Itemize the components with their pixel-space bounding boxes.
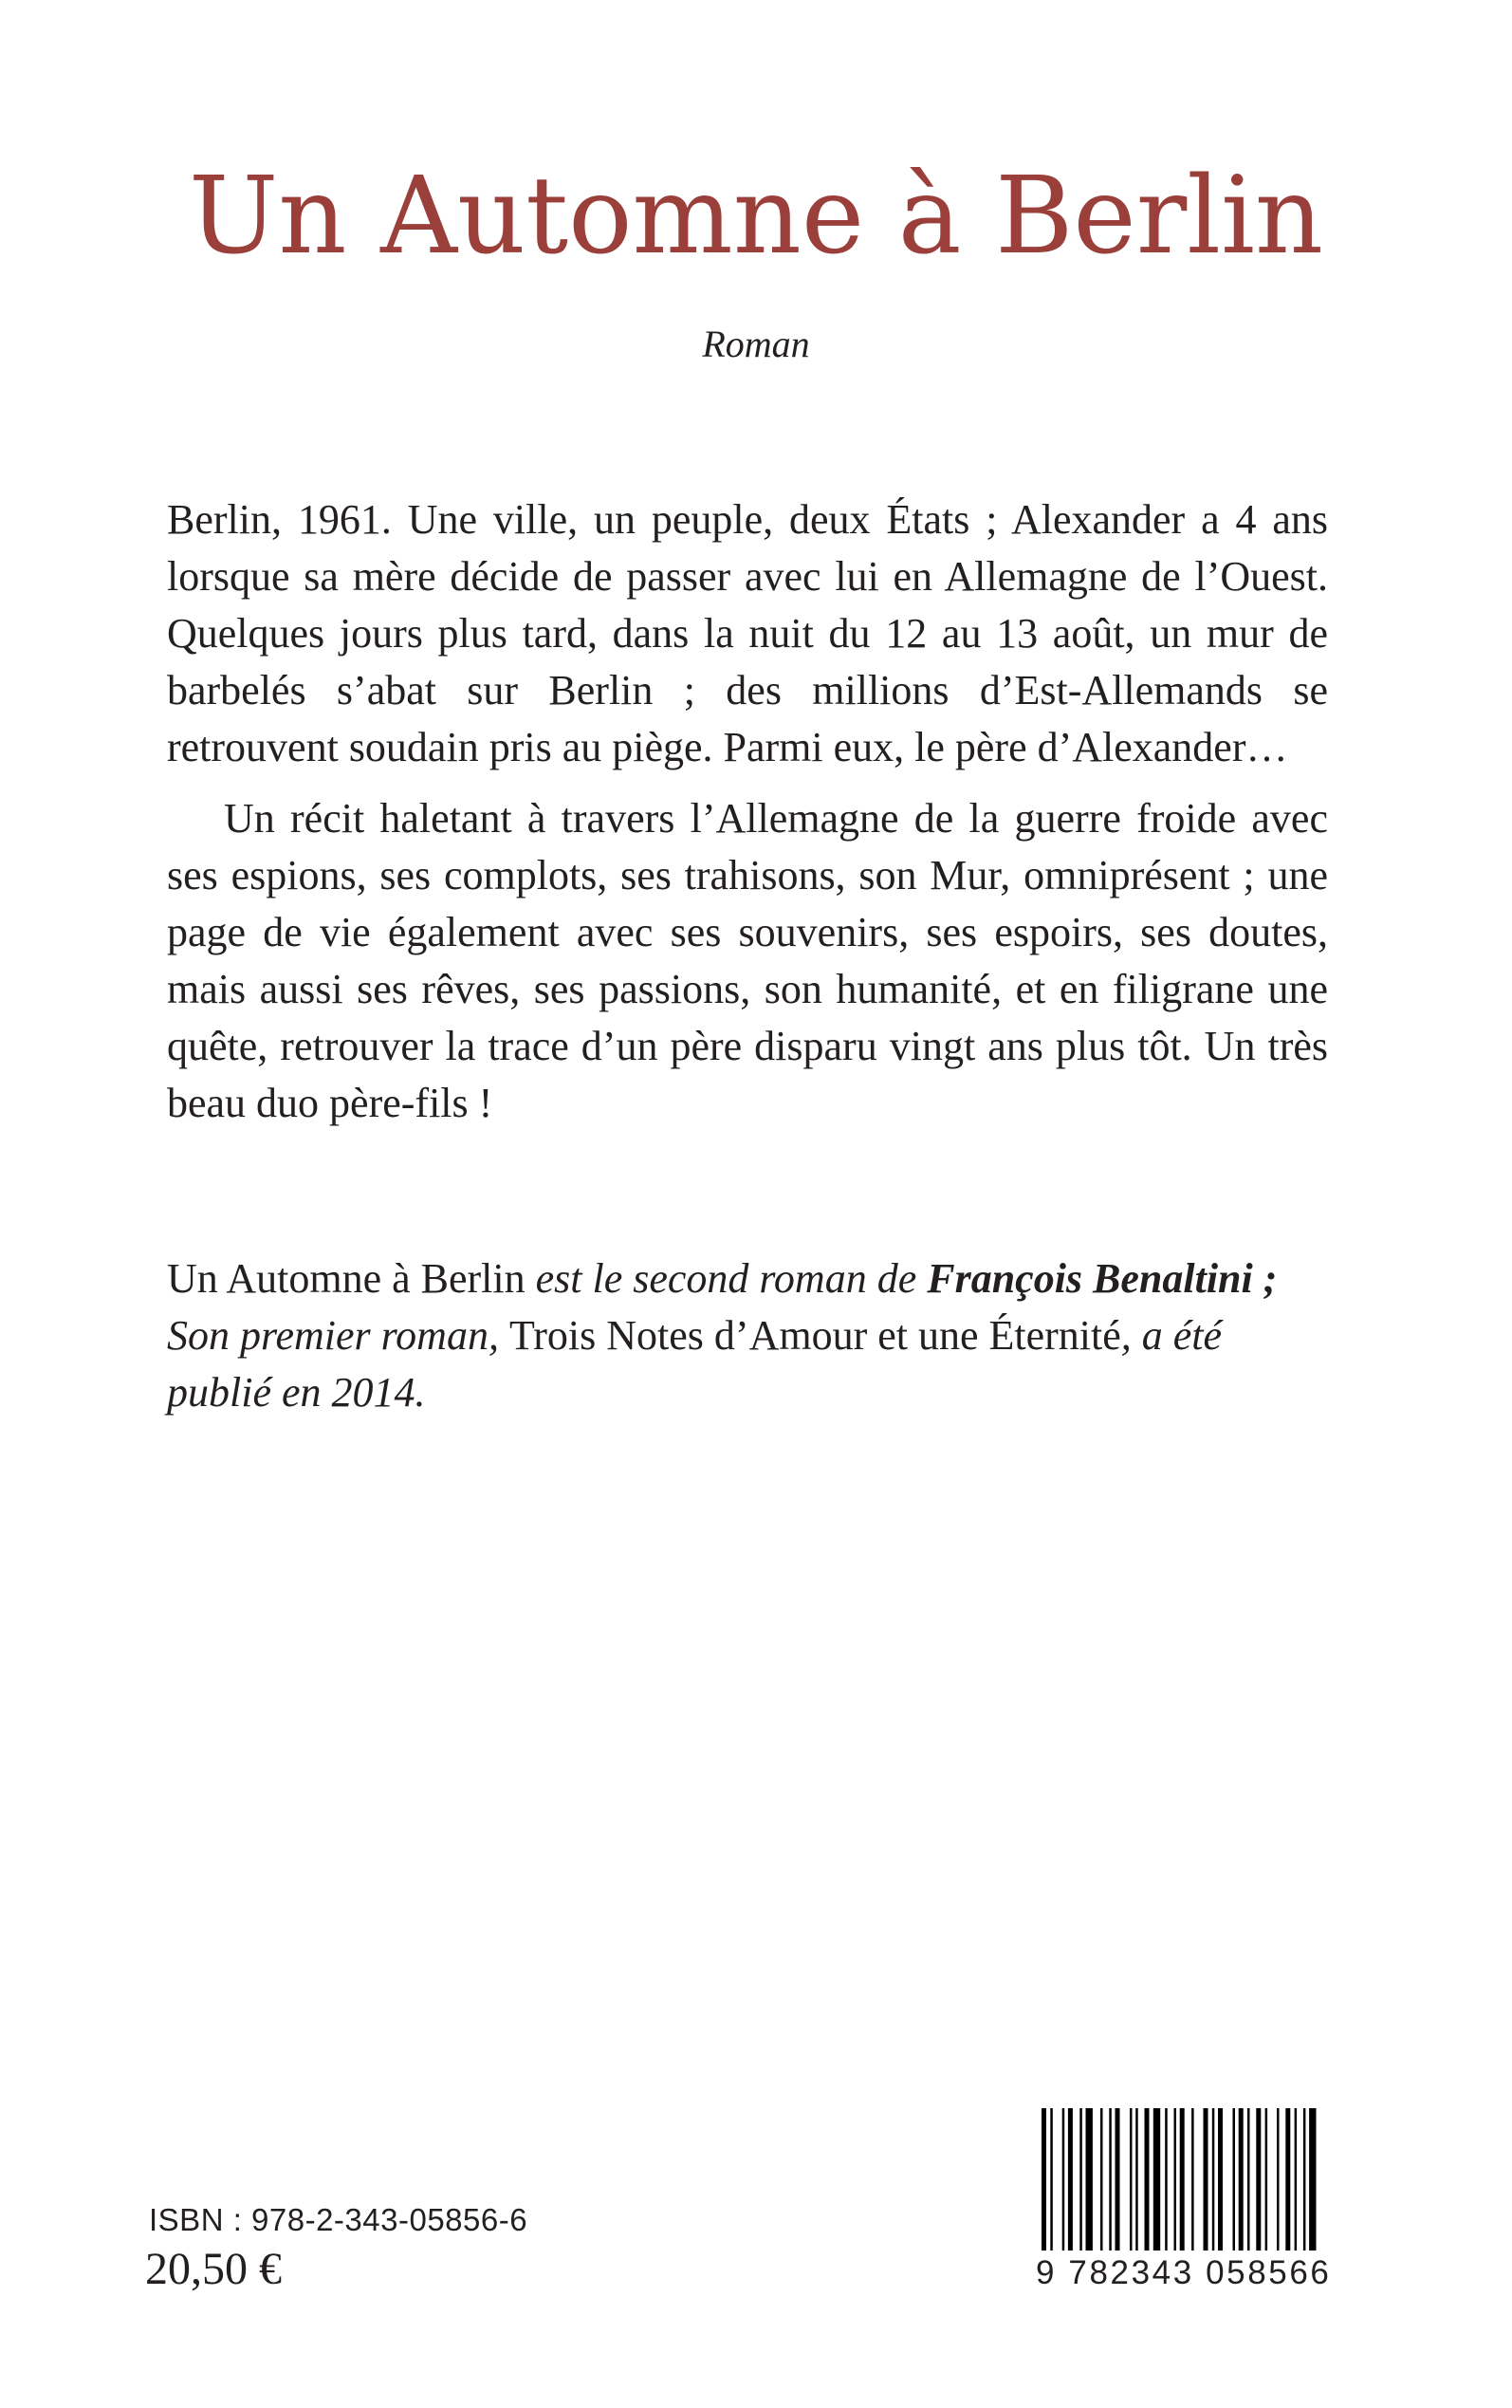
barcode-bar xyxy=(1233,2108,1236,2251)
barcode-bar xyxy=(1204,2108,1208,2251)
barcode-bar xyxy=(1165,2108,1168,2251)
barcode-bar xyxy=(1212,2108,1215,2251)
about-book-title: Un Automne à Berlin xyxy=(167,1255,526,1302)
isbn: ISBN : 978-2-343-05856-6 xyxy=(149,2202,528,2237)
first-book-title: Trois Notes d’Amour et une Éternité xyxy=(508,1312,1121,1359)
barcode-bar xyxy=(1295,2108,1298,2251)
barcode-bar xyxy=(1218,2108,1223,2251)
barcode-bar xyxy=(1265,2108,1268,2251)
barcode-bar xyxy=(1174,2108,1177,2251)
barcode-bar xyxy=(1303,2108,1306,2251)
blurb-paragraph-1: Berlin, 1961. Une ville, un peuple, deux États ; Alexander a 4 ans lorsque sa mère décide de passer avec lui en Allemagne de l’Ouest. Quelques jours plus tard, dans la nuit du 12 au 13 août, un mur de barbelés s’abat sur Berlin ; des millions d’Est-Allemands se retrouvent soudain pris au piège. Parmi eux, le père d’Alexander… xyxy=(167,496,1328,770)
barcode-bar xyxy=(1247,2108,1250,2251)
barcode-bar xyxy=(1191,2108,1194,2251)
barcode-bar xyxy=(1285,2108,1290,2251)
barcode-bar xyxy=(1050,2108,1053,2251)
author-note xyxy=(167,1250,1328,1421)
barcode-bar xyxy=(1068,2108,1073,2251)
barcode-bar xyxy=(1309,2108,1316,2251)
barcode-bar xyxy=(1256,2108,1261,2251)
barcode-bar xyxy=(1180,2108,1185,2251)
price: 20,50 € xyxy=(145,2244,282,2294)
about-text-2: Son premier roman, xyxy=(167,1312,509,1359)
book-title: Un Automne à Berlin xyxy=(188,155,1324,278)
about-text-3: , a été publié en 2014. xyxy=(167,1312,1223,1416)
barcode-bar xyxy=(1062,2108,1065,2251)
barcode-bars xyxy=(1036,2108,1322,2260)
barcode-bar xyxy=(1277,2108,1280,2251)
barcode-bar xyxy=(1100,2108,1103,2251)
blurb-paragraph-2: Un récit haletant à travers l’Allemagne de la guerre froide avec ses espions, ses complots, ses trahisons, son Mur, omniprésent ; une page de vie également avec ses souvenirs, ses espoirs, ses doutes, mais aussi ses rêves, ses passions, son humanité, et en filigrane une quête, retrouver la trace d’un père disparu vingt ans plus tôt. Un très beau duo père-fils ! xyxy=(167,795,1328,1126)
barcode-digits: 9 782343 058566 xyxy=(1036,2254,1332,2291)
barcode-bar xyxy=(1135,2108,1138,2251)
barcode-bar xyxy=(1116,2108,1120,2251)
about-text-1: est le second roman de xyxy=(525,1255,928,1302)
blurb xyxy=(167,491,1328,1132)
barcode-bar xyxy=(1079,2108,1082,2251)
author-name: François Benaltini ; xyxy=(927,1255,1278,1302)
barcode-bar xyxy=(1130,2108,1133,2251)
barcode-bar xyxy=(1042,2108,1046,2251)
barcode-bar xyxy=(1086,2108,1093,2251)
barcode-bar xyxy=(1145,2108,1150,2251)
barcode-bar xyxy=(1239,2108,1244,2251)
barcode-bar xyxy=(1109,2108,1112,2251)
barcode-bar xyxy=(1153,2108,1160,2251)
genre-label: Roman xyxy=(702,323,810,365)
barcode xyxy=(1036,2108,1332,2302)
